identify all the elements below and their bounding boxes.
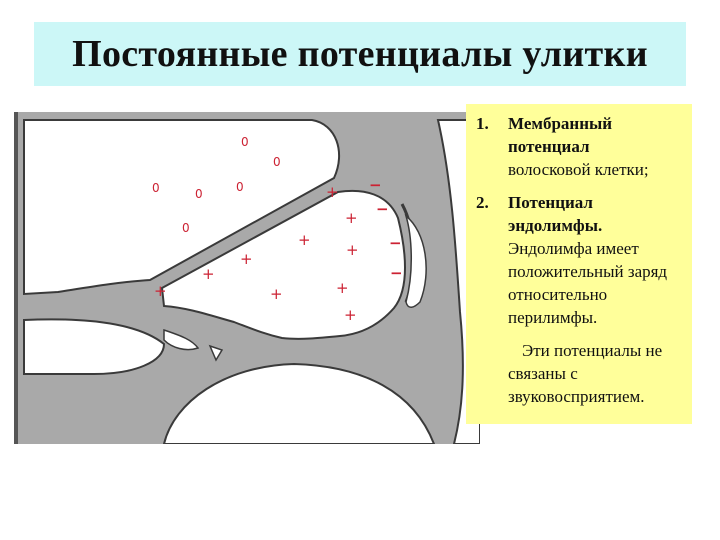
page-title: Постоянные потенциалы улитки: [72, 33, 648, 75]
zero-mark: 0: [273, 155, 281, 169]
list-item: [476, 191, 684, 329]
item-heading: Потенциал эндолимфы.: [508, 193, 603, 235]
item-number: 2.: [476, 193, 489, 212]
item-heading: Мембранный потенциал: [508, 114, 613, 156]
plus-mark: +: [345, 209, 358, 227]
zero-mark: 0: [195, 187, 203, 201]
zero-mark: 0: [152, 181, 160, 195]
item-number: 1.: [476, 114, 489, 133]
plus-mark: +: [240, 250, 253, 268]
zero-mark: 0: [241, 135, 249, 149]
cochlea-diagram: [14, 112, 480, 444]
item-text: Эндолимфа имеет положительный заряд относительно перилимфы.: [508, 239, 668, 327]
plus-mark: +: [344, 306, 357, 324]
extra-note: Эти потенциалы не связаны с звуковосприятием.: [508, 341, 663, 406]
scan-edge: [14, 112, 18, 444]
plus-mark: +: [336, 279, 349, 297]
plus-mark: +: [326, 183, 339, 201]
plus-mark: +: [298, 231, 311, 249]
minus-mark: −: [389, 234, 402, 252]
plus-mark: +: [346, 241, 359, 259]
minus-mark: −: [376, 200, 389, 218]
explanation-note: [466, 104, 692, 424]
zero-mark: 0: [236, 180, 244, 194]
zero-mark: 0: [182, 221, 190, 235]
item-text: волосковой клетки;: [508, 160, 649, 179]
plus-mark: +: [270, 285, 283, 303]
minus-mark: −: [390, 264, 403, 282]
title-banner: [34, 22, 686, 86]
plus-mark: +: [154, 282, 167, 300]
plus-mark: +: [202, 265, 215, 283]
potential-list: [476, 112, 684, 329]
minus-mark: −: [369, 176, 382, 194]
list-item: [476, 112, 684, 181]
